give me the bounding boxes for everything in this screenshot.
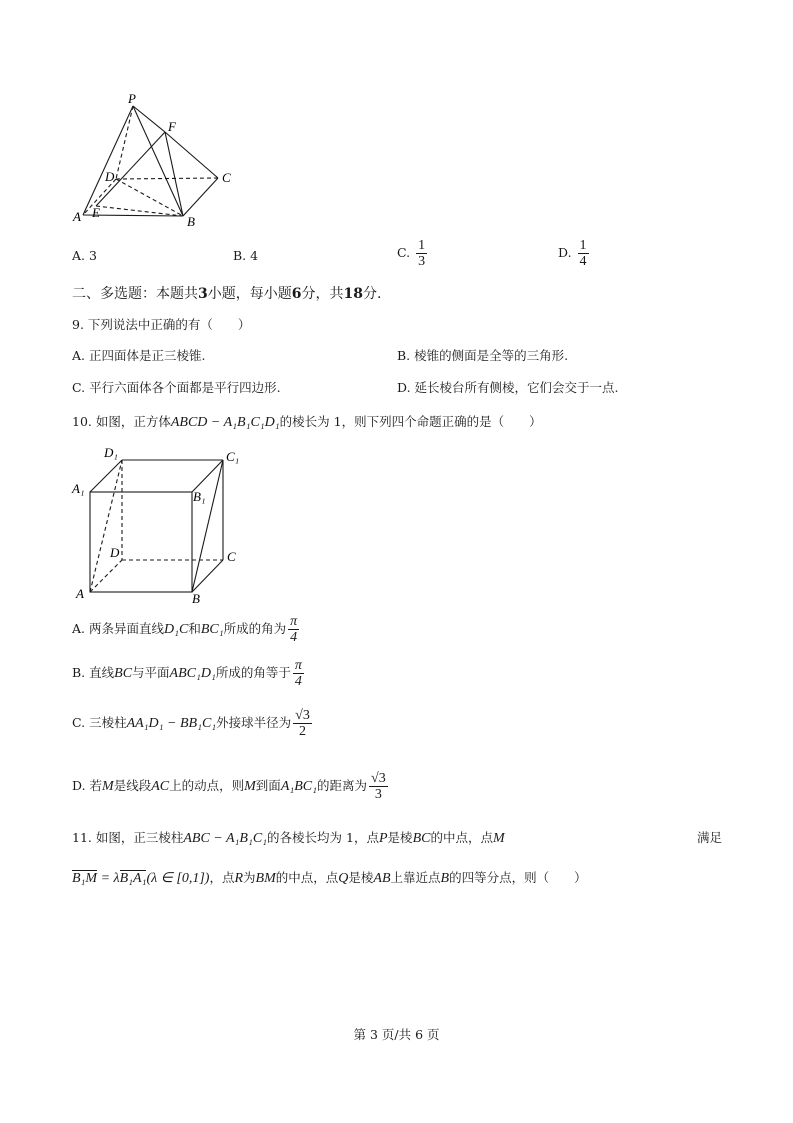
q10-option-c: C. 三棱柱AA₁D₁ − BB₁C₁外接球半径为 $\frac{√3}{2}$	[72, 708, 310, 739]
q9-option-c: C. 平行六面体各个面都是平行四边形.	[72, 380, 281, 395]
q10-option-b: B. 直线BC与平面ABC₁D₁所成的角等于 $\frac{\pi}{4}$	[72, 658, 302, 689]
cube-figure	[70, 445, 250, 610]
label-D: D	[105, 169, 115, 184]
q10-stem: 10. 如图，正方体ABCD − A₁B₁C₁D₁的棱长为 1，则下列四个命题正确的是（ ）	[72, 414, 542, 430]
edge-PF	[133, 106, 165, 132]
edge-PA	[83, 106, 133, 215]
label-B: B	[192, 591, 200, 606]
q8-d-prefix: D.	[558, 245, 572, 260]
section2-heading: 二、多选题：本题共3小题，每小题6分，共18分.	[72, 286, 382, 302]
label-B: B	[187, 214, 195, 229]
pyramid-figure	[68, 88, 248, 233]
label-P: P	[128, 91, 136, 106]
q8-option-b: B. 4	[233, 248, 259, 263]
q8-c-fraction: $\frac{1}{3}$	[418, 238, 426, 269]
diagonal-BC1	[192, 460, 223, 592]
label-D: D	[110, 545, 120, 560]
page-footer: 第 3 页/共 6 页	[353, 1027, 440, 1042]
label-C1: C₁	[226, 449, 240, 464]
label-A: A	[73, 209, 81, 224]
q9-option-b: B. 棱锥的侧面是全等的三角形.	[397, 348, 569, 363]
label-E: E	[92, 205, 100, 220]
q8-d-fraction: $\frac{1}{4}$	[579, 238, 587, 269]
q8-option-a: A. 3	[72, 248, 97, 263]
label-F: F	[168, 119, 176, 134]
q10-option-d: D. 若M是线段AC上的动点，则M到面A₁BC₁的距离为 $\frac{√3}{3}$	[72, 771, 386, 802]
label-C: C	[227, 549, 236, 564]
q8-option-d	[558, 238, 591, 269]
q8-option-c	[397, 238, 429, 269]
q11-line2: B₁M = λB₁A₁(λ ∈ [0,1])，点R为BM的中点，点Q是棱AB上靠近点B的四等分点，则（ ）	[72, 870, 587, 886]
edge-BC	[183, 178, 218, 216]
q8-c-prefix: C.	[397, 245, 411, 260]
label-D1: D₁	[104, 445, 118, 460]
label-A: A	[76, 586, 84, 601]
q11-line1: 11. 如图，正三棱柱ABC − A₁B₁C₁的各棱长均为 1，点P是棱BC的中点，点M 满足	[72, 830, 722, 846]
label-A1: A₁	[72, 481, 85, 496]
q10-option-a: A. 两条异面直线D₁C和BC₁所成的角为 $\frac{\pi}{4}$	[72, 614, 298, 645]
q9-stem: 9. 下列说法中正确的有（ ）	[72, 317, 251, 332]
q9-option-d: D. 延长棱台所有侧棱，它们会交于一点.	[397, 380, 619, 395]
label-C: C	[222, 170, 231, 185]
q9-option-a: A. 正四面体是正三棱锥.	[72, 348, 206, 363]
label-B1: B₁	[193, 489, 206, 504]
